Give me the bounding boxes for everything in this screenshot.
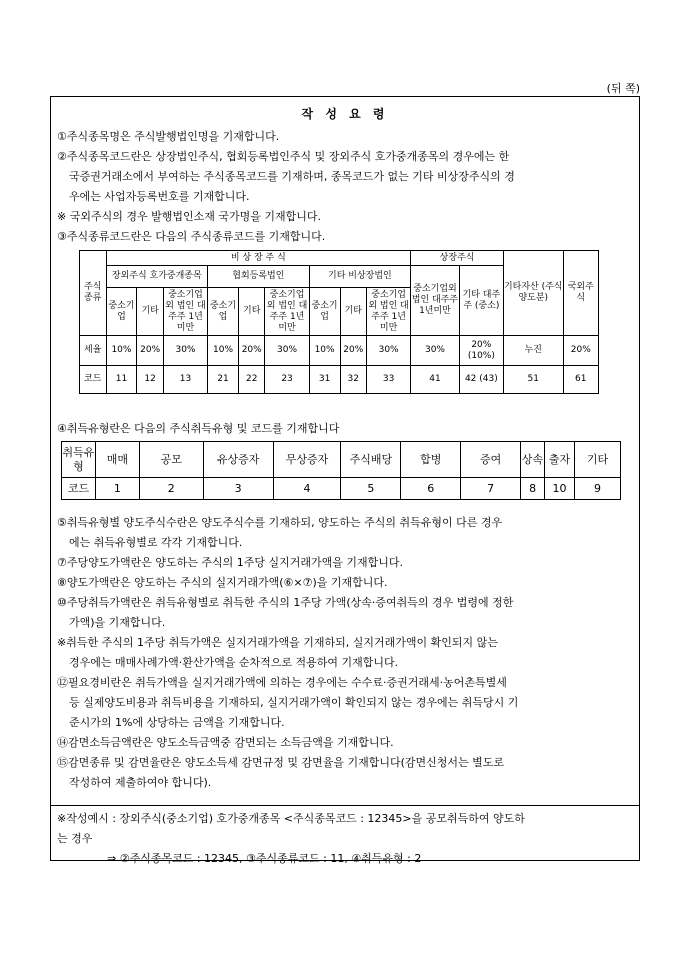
acq-code-label: 코드 <box>62 478 96 500</box>
instruction-line: ③주식종류코드란은 다음의 주식종류코드를 기재합니다. <box>57 230 326 243</box>
instructions-top-block <box>57 127 633 247</box>
col-listed-major: 중소기업외 법인 대주주 1년미만 <box>411 266 460 336</box>
instruction-line: ⑩주당취득가액란은 취득유형별로 취득한 주식의 1주당 가액(상속·증여취득의 경우 법령에 정한 <box>57 596 514 609</box>
stock-type-row-head: 주식종류 <box>80 251 107 336</box>
example-divider <box>51 805 639 806</box>
instruction-line: ⑧양도가액란은 양도하는 주식의 실지거래가액(⑥×⑦)을 기재합니다. <box>57 576 388 589</box>
acq-head-label: 취득유형 <box>62 442 96 478</box>
code-cell: 21 <box>208 366 239 394</box>
sub-otc: 장외주식 호가중개종목 <box>106 266 208 288</box>
acq-type-cell: 공모 <box>139 442 203 478</box>
example-line: ⇒ ②주식종목코드 : 12345, ③주식종류코드 : 11, ④취득유형 : 2 <box>107 852 422 865</box>
rate-cell: 20% <box>563 336 598 366</box>
acq-code-cell: 1 <box>95 478 139 500</box>
acq-code-cell: 7 <box>461 478 521 500</box>
rate-label: 세율 <box>80 336 107 366</box>
acq-code-cell: 6 <box>401 478 461 500</box>
code-label: 코드 <box>80 366 107 394</box>
acq-type-cell: 증여 <box>461 442 521 478</box>
code-cell: 22 <box>238 366 265 394</box>
instruction-line: ⑮감면종류 및 감면율란은 양도소득세 감면규정 및 감면율을 기재합니다(감면신청서는 별도로 <box>57 756 505 769</box>
code-cell: 12 <box>137 366 164 394</box>
instruction-line: ⑭감면소득금액란은 양도소득금액중 감면되는 소득금액을 기재합니다. <box>57 736 394 749</box>
instruction-line: ⑫필요경비란은 취득가액을 실지거래가액에 의하는 경우에는 수수료·증권거래세·농어촌특별세 <box>57 676 507 689</box>
acq-code-cell: 2 <box>139 478 203 500</box>
instruction-line: 준시가의 1%에 상당하는 금액을 기재합니다. <box>69 716 285 729</box>
rate-cell: 20% <box>238 336 265 366</box>
code-cell: 61 <box>563 366 598 394</box>
rate-cell: 10% <box>309 336 340 366</box>
acq-type-cell: 무상증자 <box>273 442 341 478</box>
rate-cell: 20% (10%) <box>459 336 503 366</box>
col-etc: 기타 <box>137 288 164 336</box>
instruction-line: 가액)을 기재합니다. <box>69 616 166 629</box>
rate-cell: 누진 <box>503 336 563 366</box>
col-sme: 중소기업 <box>309 288 340 336</box>
stock-type-table <box>79 250 599 394</box>
acq-code-cell: 8 <box>521 478 545 500</box>
sub-assoc: 협회등록법인 <box>208 266 310 288</box>
acq-type-cell: 상속 <box>521 442 545 478</box>
rate-cell: 20% <box>340 336 367 366</box>
instruction-line: ⑤취득유형별 양도주식수란은 양도주식수를 기재하되, 양도하는 주식의 취득유형이 다른 경우 <box>57 516 503 529</box>
col-etc: 기타 <box>238 288 265 336</box>
acq-code-cell: 5 <box>341 478 401 500</box>
rate-cell: 20% <box>137 336 164 366</box>
page-side-note: (뒤 쪽) <box>606 82 640 95</box>
instruction-line: 작성하여 제출하여야 합니다). <box>69 776 212 789</box>
acq-intro: ④취득유형란은 다음의 주식취득유형 및 코드를 기재합니다 <box>57 422 340 435</box>
example-line: ※작성예시 : 장외주식(중소기업) 호가중개종목 <주식종목코드 : 12345>을 공모취득하여 양도하 <box>57 812 525 825</box>
instruction-line: ①주식종목명은 주식발행법인명을 기재합니다. <box>57 130 280 143</box>
rate-cell: 30% <box>367 336 411 366</box>
acq-code-cell: 10 <box>545 478 575 500</box>
code-cell: 11 <box>106 366 137 394</box>
col-sme: 중소기업 <box>106 288 137 336</box>
group-listed: 상장주식 <box>411 251 504 266</box>
instructions-title: 작 성 요 령 <box>301 107 389 121</box>
instructions-bottom-block <box>57 513 633 793</box>
rate-cell: 10% <box>208 336 239 366</box>
code-cell: 13 <box>163 366 207 394</box>
instruction-line: 에는 취득유형별로 각각 기재합니다. <box>69 536 243 549</box>
example-block <box>57 809 633 869</box>
acq-type-table <box>61 441 621 500</box>
acq-code-cell: 9 <box>575 478 621 500</box>
acq-code-cell: 4 <box>273 478 341 500</box>
acq-type-cell: 매매 <box>95 442 139 478</box>
code-cell: 42 (43) <box>459 366 503 394</box>
rate-row <box>80 336 599 366</box>
example-line: 는 경우 <box>57 832 93 845</box>
instructions-frame <box>50 96 640 865</box>
group-unlisted: 비 상 장 주 식 <box>106 251 411 266</box>
col-other-asset: 기타자산 (주식 양도분) <box>503 251 563 336</box>
code-cell: 51 <box>503 366 563 394</box>
col-etc: 기타 <box>340 288 367 336</box>
instruction-line: 등 실제양도비용과 취득비용을 기재하되, 실지거래가액이 확인되지 않는 경우에는 취득당시 기 <box>69 696 519 709</box>
col-sme: 중소기업 <box>208 288 239 336</box>
code-cell: 23 <box>265 366 309 394</box>
instruction-line: 국증권거래소에서 부여하는 주식종목코드를 기재하며, 종목코드가 없는 기타 비상장주식의 경 <box>69 170 515 183</box>
acq-type-cell: 유상증자 <box>203 442 273 478</box>
rate-cell: 30% <box>163 336 207 366</box>
code-cell: 32 <box>340 366 367 394</box>
rate-cell: 30% <box>411 336 460 366</box>
instruction-line: ※ 국외주식의 경우 발행법인소재 국가명을 기재합니다. <box>57 210 321 223</box>
acq-code-row <box>62 478 621 500</box>
instruction-line: 경우에는 매매사례가액·환산가액을 순차적으로 적용하여 기재합니다. <box>69 656 399 669</box>
acq-type-cell: 주식배당 <box>341 442 401 478</box>
acq-type-cell: 합병 <box>401 442 461 478</box>
code-row <box>80 366 599 394</box>
rate-cell: 10% <box>106 336 137 366</box>
code-cell: 33 <box>367 366 411 394</box>
code-cell: 41 <box>411 366 460 394</box>
acq-code-cell: 3 <box>203 478 273 500</box>
col-major: 중소기업외 법인 대주주 1년미만 <box>265 288 309 336</box>
col-listed-other: 기타 대주주 (중소) <box>459 266 503 336</box>
code-cell: 31 <box>309 366 340 394</box>
col-foreign: 국외주식 <box>563 251 598 336</box>
instruction-line: ②주식종목코드란은 상장법인주식, 협회등록법인주식 및 장외주식 호가중개종목의 경우에는 한 <box>57 150 510 163</box>
col-major: 중소기업외 법인 대주주 1년미만 <box>367 288 411 336</box>
sub-other: 기타 비상장법인 <box>309 266 411 288</box>
rate-cell: 30% <box>265 336 309 366</box>
acq-type-row <box>62 442 621 478</box>
instruction-line: ※취득한 주식의 1주당 취득가액은 실지거래가액을 기재하되, 실지거래가액이 확인되지 않는 <box>57 636 498 649</box>
instruction-line: ⑦주당양도가액란은 양도하는 주식의 1주당 실지거래가액을 기재합니다. <box>57 556 403 569</box>
col-major: 중소기업외 법인 대주주 1년미만 <box>163 288 207 336</box>
acq-type-cell: 기타 <box>575 442 621 478</box>
acq-type-cell: 출자 <box>545 442 575 478</box>
instruction-line: 우에는 사업자등록번호를 기재합니다. <box>69 190 250 203</box>
